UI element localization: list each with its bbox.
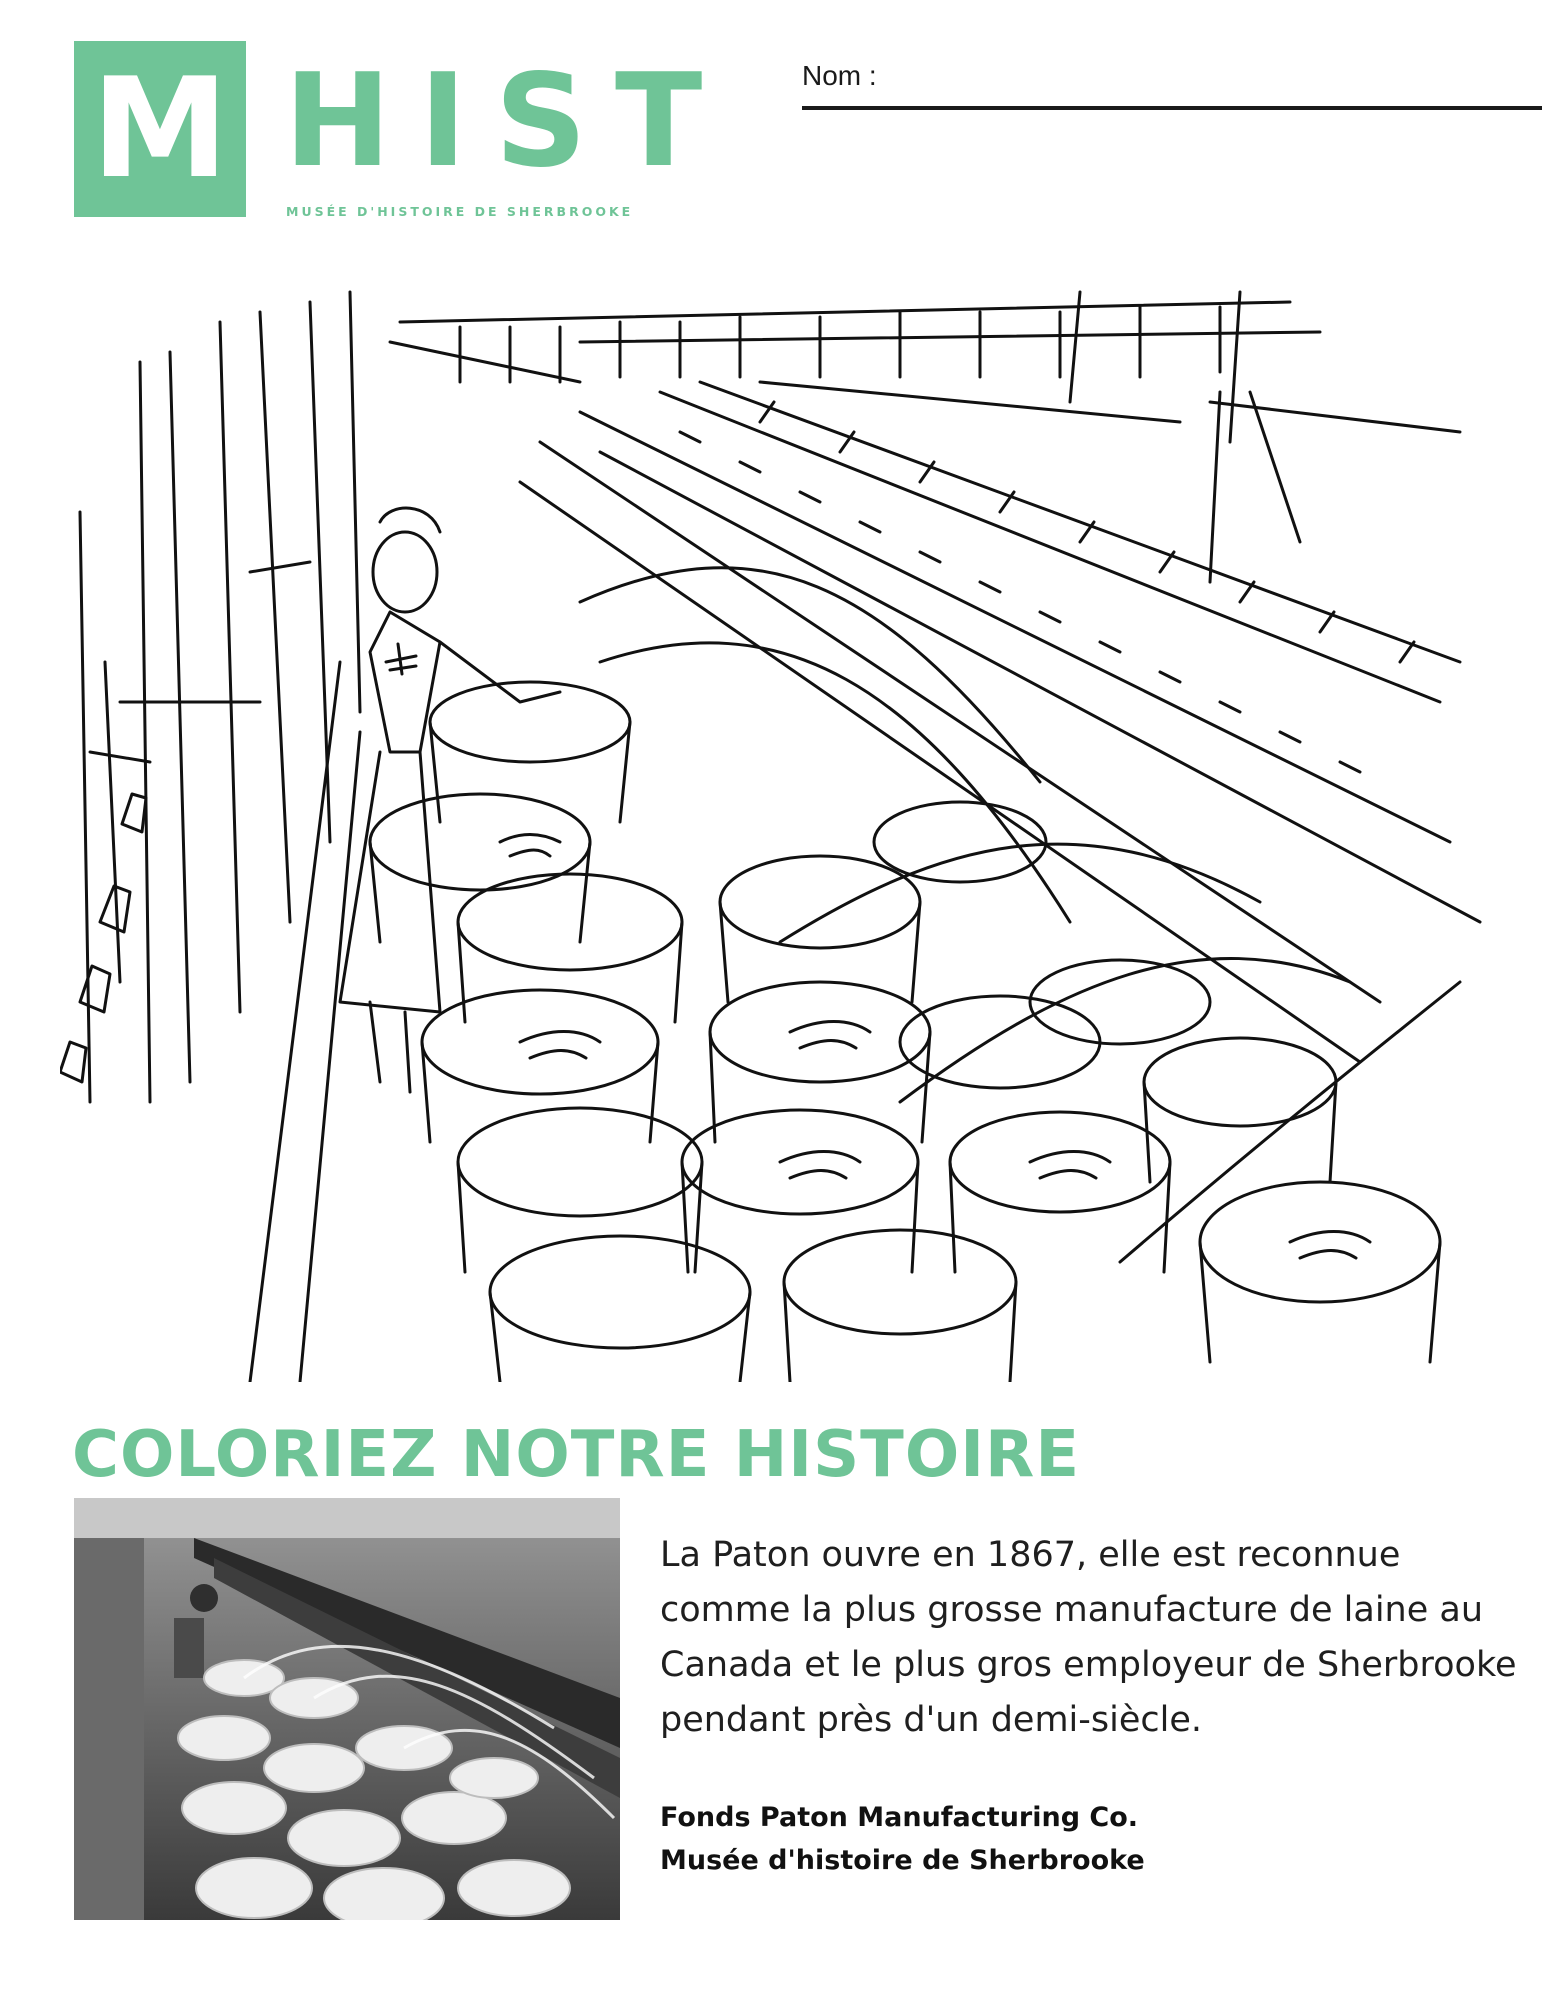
coloring-title: COLORIEZ NOTRE HISTOIRE <box>72 1418 1081 1492</box>
name-write-line[interactable] <box>802 106 1542 110</box>
logo-wordmark: HIST <box>284 47 731 196</box>
logo-subtitle: MUSÉE D'HISTOIRE DE SHERBROOKE <box>286 204 634 219</box>
credit-line-1: Fonds Paton Manufacturing Co. <box>660 1802 1139 1833</box>
logo-letter-box <box>74 41 246 217</box>
logo-letter: M <box>91 48 229 209</box>
name-label: Nom : <box>802 60 877 91</box>
archive-photo <box>74 1498 620 1920</box>
description-text: La Paton ouvre en 1867, elle est reconnue comme la plus grosse manufacture de laine au Canada et le plus gros employeur de Sherbrooke pendant près d'un demi-siècle. <box>660 1535 1517 1740</box>
credit-line-2: Musée d'histoire de Sherbrooke <box>660 1845 1145 1876</box>
photo-credit <box>660 1796 1145 1882</box>
wool-bobbins <box>370 682 1440 1382</box>
coloring-line-drawing <box>60 282 1500 1382</box>
